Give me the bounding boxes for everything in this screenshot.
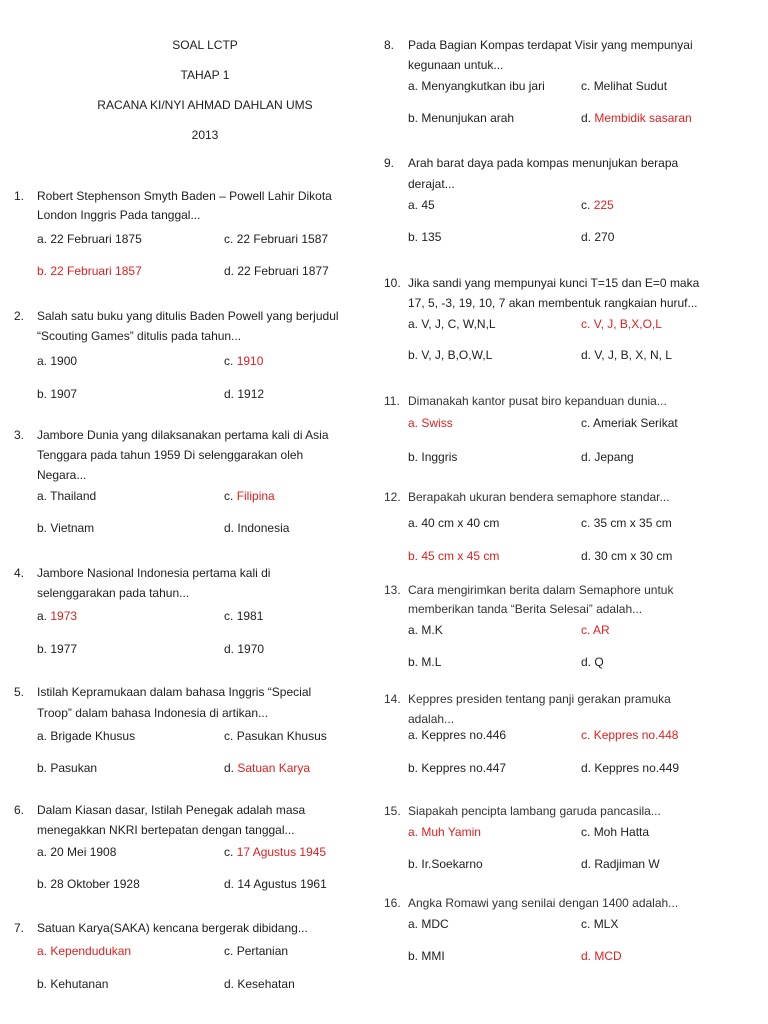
option-letter: a. xyxy=(408,516,419,530)
option-letter: d. xyxy=(581,949,592,963)
option-letter: a. xyxy=(37,354,48,368)
option-text: MDC xyxy=(421,917,449,931)
option-letter: b. xyxy=(37,761,48,775)
question-number: 2. xyxy=(14,309,25,323)
option-letter: b. xyxy=(408,230,419,244)
option-text: 22 Februari 1877 xyxy=(237,264,329,278)
option-letter: d. xyxy=(581,761,592,775)
option-text: Ameriak Serikat xyxy=(593,416,678,430)
answer-option xyxy=(408,824,481,840)
option-text: Swiss xyxy=(421,416,453,430)
option-letter: b. xyxy=(37,264,48,278)
question-number: 8. xyxy=(384,38,395,52)
option-text: M.K xyxy=(421,623,443,637)
answer-option xyxy=(408,948,445,964)
option-letter: d. xyxy=(224,264,235,278)
option-letter: b. xyxy=(408,348,419,362)
option-letter: b. xyxy=(408,450,419,464)
answer-option xyxy=(224,608,263,624)
answer-option xyxy=(581,347,672,363)
answer-option xyxy=(224,488,275,504)
option-letter: a. xyxy=(408,623,419,637)
answer-option xyxy=(581,110,692,126)
question-text: Siapakah pencipta lambang garuda pancasila... xyxy=(408,804,661,818)
option-text: 22 Februari 1587 xyxy=(236,232,329,246)
answer-option xyxy=(581,515,672,531)
doc-year: 2013 xyxy=(191,128,219,142)
question-text: Jambore Nasional Indonesia pertama kali di xyxy=(37,566,271,580)
option-letter: b. xyxy=(408,949,419,963)
answer-option xyxy=(224,263,329,279)
question-text: 17, 5, -3, 19, 10, 7 akan membentuk rangkaian huruf... xyxy=(408,296,698,310)
option-text: 22 Februari 1857 xyxy=(50,264,142,278)
option-letter: d. xyxy=(581,348,592,362)
option-text: Pasukan xyxy=(50,761,98,775)
option-text: V, J, B,O,W,L xyxy=(421,348,493,362)
question-text: derajat... xyxy=(408,177,455,191)
option-letter: c. xyxy=(581,416,591,430)
option-text: 1970 xyxy=(237,642,265,656)
question-text: Pada Bagian Kompas terdapat Visir yang mempunyai xyxy=(408,38,693,52)
option-letter: c. xyxy=(581,317,591,331)
option-text: 1900 xyxy=(50,354,78,368)
option-letter: c. xyxy=(224,354,234,368)
answer-option xyxy=(581,760,679,776)
option-text: 1973 xyxy=(50,609,78,623)
question-text: Troop” dalam bahasa Indonesia di artikan... xyxy=(37,706,269,720)
question-number: 16. xyxy=(384,896,401,910)
answer-option xyxy=(408,548,499,564)
question-text: Angka Romawi yang senilai dengan 1400 adalah... xyxy=(408,896,679,910)
answer-option xyxy=(408,727,506,743)
option-letter: a. xyxy=(37,609,48,623)
answer-option xyxy=(224,943,288,959)
answer-option xyxy=(37,608,77,624)
question-text: Cara mengirimkan berita dalam Semaphore untuk xyxy=(408,583,674,597)
option-text: 22 Februari 1875 xyxy=(50,232,142,246)
option-text: 45 xyxy=(421,198,435,212)
answer-option xyxy=(581,856,660,872)
answer-option xyxy=(581,948,622,964)
option-text: 1912 xyxy=(237,387,265,401)
option-letter: d. xyxy=(224,521,235,535)
option-letter: b. xyxy=(37,877,48,891)
option-text: Satuan Karya xyxy=(237,761,311,775)
option-letter: d. xyxy=(581,549,592,563)
option-text: Vietnam xyxy=(50,521,95,535)
option-letter: a. xyxy=(37,845,48,859)
option-letter: c. xyxy=(581,516,591,530)
option-letter: c. xyxy=(224,609,234,623)
option-text: Pertanian xyxy=(236,944,289,958)
option-text: Melihat Sudut xyxy=(593,79,668,93)
option-letter: a. xyxy=(37,944,48,958)
option-text: Thailand xyxy=(50,489,97,503)
answer-option xyxy=(581,727,678,743)
answer-option xyxy=(408,449,457,465)
question-text: Jika sandi yang mempunyai kunci T=15 dan E=0 maka xyxy=(408,276,700,290)
option-text: MLX xyxy=(593,917,619,931)
option-letter: d. xyxy=(224,387,235,401)
answer-option xyxy=(408,78,545,94)
option-text: Kependudukan xyxy=(50,944,132,958)
option-letter: d. xyxy=(224,977,235,991)
answer-option xyxy=(581,316,662,332)
question-text: kegunaan untuk... xyxy=(408,58,504,72)
option-letter: a. xyxy=(408,917,419,931)
option-text: M.L xyxy=(421,655,442,669)
answer-option xyxy=(408,916,449,932)
answer-option xyxy=(224,386,264,402)
question-number: 15. xyxy=(384,804,401,818)
answer-option xyxy=(408,415,453,431)
answer-option xyxy=(37,231,142,247)
answer-option xyxy=(581,78,667,94)
option-text: 270 xyxy=(594,230,615,244)
option-text: Filipina xyxy=(236,489,275,503)
answer-option xyxy=(408,515,499,531)
option-text: Indonesia xyxy=(237,521,290,535)
option-letter: b. xyxy=(408,549,419,563)
option-letter: d. xyxy=(224,642,235,656)
answer-option xyxy=(37,976,108,992)
answer-option xyxy=(224,520,289,536)
option-text: Kehutanan xyxy=(50,977,109,991)
option-text: Menyangkutkan ibu jari xyxy=(421,79,545,93)
option-letter: c. xyxy=(581,728,591,742)
option-text: 28 Oktober 1928 xyxy=(50,877,140,891)
answer-option xyxy=(224,353,263,369)
question-text: selenggarakan pada tahun... xyxy=(37,586,190,600)
question-text: Dimanakah kantor pusat biro kepanduan dunia... xyxy=(408,394,667,408)
answer-option xyxy=(37,943,131,959)
answer-option xyxy=(37,641,77,657)
option-letter: b. xyxy=(37,642,48,656)
option-text: Keppres no.447 xyxy=(421,761,507,775)
question-number: 14. xyxy=(384,692,401,706)
option-letter: c. xyxy=(581,825,591,839)
answer-option xyxy=(224,876,327,892)
option-letter: a. xyxy=(37,729,48,743)
answer-option xyxy=(408,654,441,670)
option-letter: b. xyxy=(408,857,419,871)
answer-option xyxy=(37,488,96,504)
option-letter: b. xyxy=(408,761,419,775)
option-text: Moh Hatta xyxy=(593,825,650,839)
doc-organizer: RACANA KI/NYI AHMAD DAHLAN UMS xyxy=(97,98,313,112)
question-text: Dalam Kiasan dasar, Istilah Penegak adalah masa xyxy=(37,803,306,817)
question-text: memberikan tanda “Berita Selesai” adalah... xyxy=(408,602,643,616)
option-letter: a. xyxy=(408,198,419,212)
answer-option xyxy=(408,760,506,776)
option-text: 40 cm x 40 cm xyxy=(421,516,500,530)
option-letter: c. xyxy=(224,729,234,743)
option-letter: a. xyxy=(37,489,48,503)
question-text: Negara... xyxy=(37,468,87,482)
answer-option xyxy=(224,976,295,992)
answer-option xyxy=(581,449,634,465)
answer-option xyxy=(224,760,310,776)
option-letter: c. xyxy=(581,198,591,212)
option-text: AR xyxy=(593,623,610,637)
answer-option xyxy=(408,347,492,363)
option-text: Muh Yamin xyxy=(421,825,481,839)
question-text: Tenggara pada tahun 1959 Di selenggarakan oleh xyxy=(37,448,304,462)
answer-option xyxy=(37,728,135,744)
option-text: Keppres no.448 xyxy=(593,728,679,742)
question-text: London Inggris Pada tanggal... xyxy=(37,208,201,222)
option-letter: c. xyxy=(224,845,234,859)
option-text: 1910 xyxy=(236,354,264,368)
option-letter: d. xyxy=(581,111,592,125)
question-text: Satuan Karya(SAKA) kencana bergerak dibidang... xyxy=(37,921,308,935)
option-letter: a. xyxy=(408,416,419,430)
option-letter: b. xyxy=(37,387,48,401)
option-text: 1981 xyxy=(236,609,264,623)
doc-stage: TAHAP 1 xyxy=(180,68,230,82)
option-letter: d. xyxy=(224,877,235,891)
option-text: Ir.Soekarno xyxy=(421,857,483,871)
answer-option xyxy=(408,622,443,638)
question-text: Arah barat daya pada kompas menunjukan berapa xyxy=(408,156,679,170)
option-text: Membidik sasaran xyxy=(594,111,692,125)
option-text: Q xyxy=(594,655,604,669)
option-text: 225 xyxy=(593,198,614,212)
option-text: V, J, C, W,N,L xyxy=(421,317,496,331)
option-text: V, J, B, X, N, L xyxy=(594,348,672,362)
question-number: 11. xyxy=(384,394,400,408)
question-number: 4. xyxy=(14,566,25,580)
option-text: Inggris xyxy=(421,450,458,464)
answer-option xyxy=(581,415,678,431)
answer-option xyxy=(37,520,94,536)
doc-title: SOAL LCTP xyxy=(172,38,238,52)
option-letter: d. xyxy=(581,655,592,669)
option-text: Brigade Khusus xyxy=(50,729,136,743)
option-text: MMI xyxy=(421,949,445,963)
question-number: 3. xyxy=(14,428,25,442)
option-text: 30 cm x 30 cm xyxy=(594,549,673,563)
option-text: 14 Agustus 1961 xyxy=(237,877,327,891)
question-text: “Scouting Games” ditulis pada tahun... xyxy=(37,329,242,343)
answer-option xyxy=(37,353,77,369)
option-letter: d. xyxy=(224,761,235,775)
answer-option xyxy=(37,263,142,279)
option-text: 1907 xyxy=(50,387,78,401)
answer-option xyxy=(37,876,140,892)
option-text: Keppres no.449 xyxy=(594,761,680,775)
option-letter: c. xyxy=(224,944,234,958)
option-text: 35 cm x 35 cm xyxy=(593,516,672,530)
answer-option xyxy=(408,316,496,332)
option-letter: c. xyxy=(581,917,591,931)
answer-option xyxy=(224,231,328,247)
question-number: 1. xyxy=(14,189,25,203)
question-text: Salah satu buku yang ditulis Baden Powell yang berjudul xyxy=(37,309,339,323)
answer-option xyxy=(224,844,326,860)
answer-option xyxy=(581,622,610,638)
option-letter: b. xyxy=(37,521,48,535)
answer-option xyxy=(408,110,514,126)
option-letter: c. xyxy=(581,79,591,93)
option-letter: b. xyxy=(408,655,419,669)
question-number: 7. xyxy=(14,921,25,935)
option-letter: a. xyxy=(37,232,48,246)
option-letter: c. xyxy=(224,232,234,246)
answer-option xyxy=(37,760,97,776)
answer-option xyxy=(581,916,618,932)
option-text: Jepang xyxy=(594,450,634,464)
answer-option xyxy=(581,654,604,670)
question-text: Robert Stephenson Smyth Baden – Powell Lahir Dikota xyxy=(37,189,332,203)
option-letter: c. xyxy=(581,623,591,637)
question-number: 10. xyxy=(384,276,401,290)
option-text: Keppres no.446 xyxy=(421,728,507,742)
answer-option xyxy=(581,548,672,564)
option-text: MCD xyxy=(594,949,622,963)
answer-option xyxy=(408,197,435,213)
option-letter: d. xyxy=(581,450,592,464)
answer-option xyxy=(224,641,264,657)
answer-option xyxy=(37,386,77,402)
answer-option xyxy=(408,856,483,872)
option-text: 45 cm x 45 cm xyxy=(421,549,500,563)
option-letter: b. xyxy=(408,111,419,125)
answer-option xyxy=(581,197,614,213)
question-text: menegakkan NKRI bertepatan dengan tanggal... xyxy=(37,823,295,837)
option-text: 1977 xyxy=(50,642,78,656)
question-number: 5. xyxy=(14,685,25,699)
question-number: 12. xyxy=(384,490,401,504)
option-letter: a. xyxy=(408,317,419,331)
option-letter: d. xyxy=(581,857,592,871)
option-letter: d. xyxy=(581,230,592,244)
option-text: Radjiman W xyxy=(594,857,660,871)
answer-option xyxy=(581,824,649,840)
question-text: Jambore Dunia yang dilaksanakan pertama kali di Asia xyxy=(37,428,329,442)
option-text: 20 Mei 1908 xyxy=(50,845,117,859)
answer-option xyxy=(408,229,441,245)
option-text: 135 xyxy=(421,230,442,244)
question-text: Keppres presiden tentang panji gerakan pramuka xyxy=(408,692,671,706)
answer-option xyxy=(224,728,327,744)
option-text: Kesehatan xyxy=(237,977,295,991)
question-text: Istilah Kepramukaan dalam bahasa Inggris “Special xyxy=(37,685,312,699)
question-number: 13. xyxy=(384,583,401,597)
option-letter: a. xyxy=(408,79,419,93)
option-text: Menunjukan arah xyxy=(421,111,515,125)
option-letter: a. xyxy=(408,728,419,742)
option-text: Pasukan Khusus xyxy=(236,729,327,743)
option-letter: a. xyxy=(408,825,419,839)
question-text: Berapakah ukuran bendera semaphore standar... xyxy=(408,490,670,504)
question-number: 6. xyxy=(14,803,25,817)
option-letter: b. xyxy=(37,977,48,991)
answer-option xyxy=(37,844,116,860)
answer-option xyxy=(581,229,614,245)
option-text: 17 Agustus 1945 xyxy=(236,845,327,859)
question-number: 9. xyxy=(384,156,395,170)
question-text: adalah... xyxy=(408,712,455,726)
option-letter: c. xyxy=(224,489,234,503)
option-text: V, J, B,X,O,L xyxy=(593,317,662,331)
